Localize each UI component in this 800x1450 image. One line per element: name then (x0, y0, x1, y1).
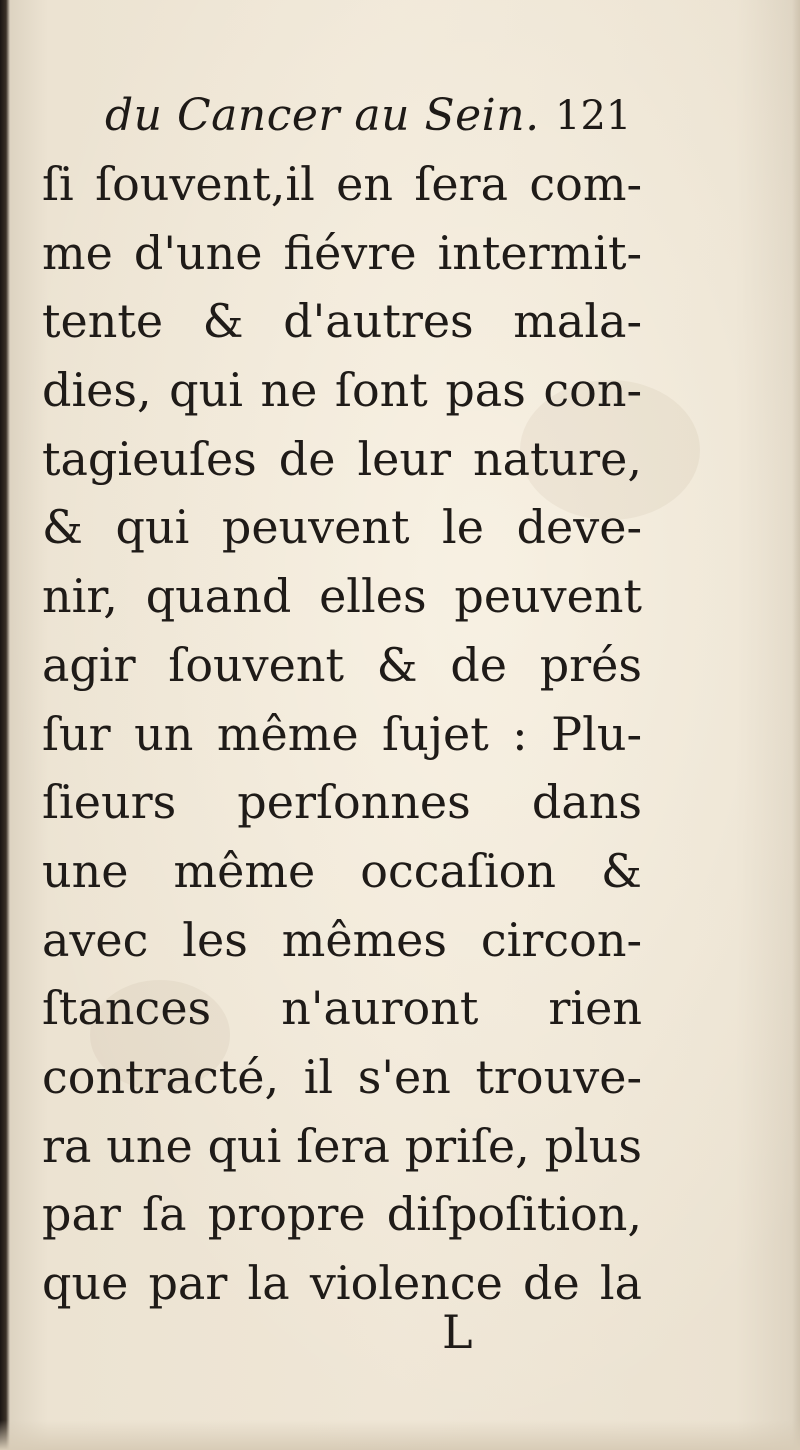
running-head (0, 88, 800, 148)
signature-mark: L (442, 1305, 473, 1359)
text-line: nir, quand elles peuvent (42, 569, 642, 624)
text-line: ſtances n'auront rien (42, 981, 642, 1036)
text-line: & qui peuvent le deve- (42, 500, 642, 555)
text-line: ſur un même ſujet : Plu- (42, 706, 642, 761)
text-line: que par la violence de la (42, 1256, 642, 1310)
text-line: avec les mêmes circon- (42, 912, 642, 967)
text-line: tagieuſes de leur nature, (42, 431, 642, 486)
text-line: tente & d'autres mala- (42, 294, 642, 349)
text-line: me d'une fiévre intermit- (42, 225, 642, 280)
text-line: contracté, il s'en trouve- (42, 1049, 642, 1104)
page-edge-bottom (0, 1420, 800, 1450)
binding-edge (0, 0, 10, 1450)
text-line: ſi ſouvent,il en ſera com- (42, 157, 642, 211)
page-number: 121 (555, 93, 632, 139)
text-line: dies, qui ne ſont pas con- (42, 363, 642, 418)
text-line: une même occaſion & (42, 843, 642, 898)
running-title: du Cancer au Sein. (105, 90, 540, 141)
text-line: ra une qui ſera priſe, plus (42, 1118, 642, 1173)
page-edge-right (792, 0, 800, 1450)
text-line: ſieurs perſonnes dans (42, 775, 642, 830)
text-line: agir ſouvent & de prés (42, 637, 642, 692)
body-text (42, 150, 642, 1318)
text-line: par ſa propre diſpoſition, (42, 1187, 642, 1242)
